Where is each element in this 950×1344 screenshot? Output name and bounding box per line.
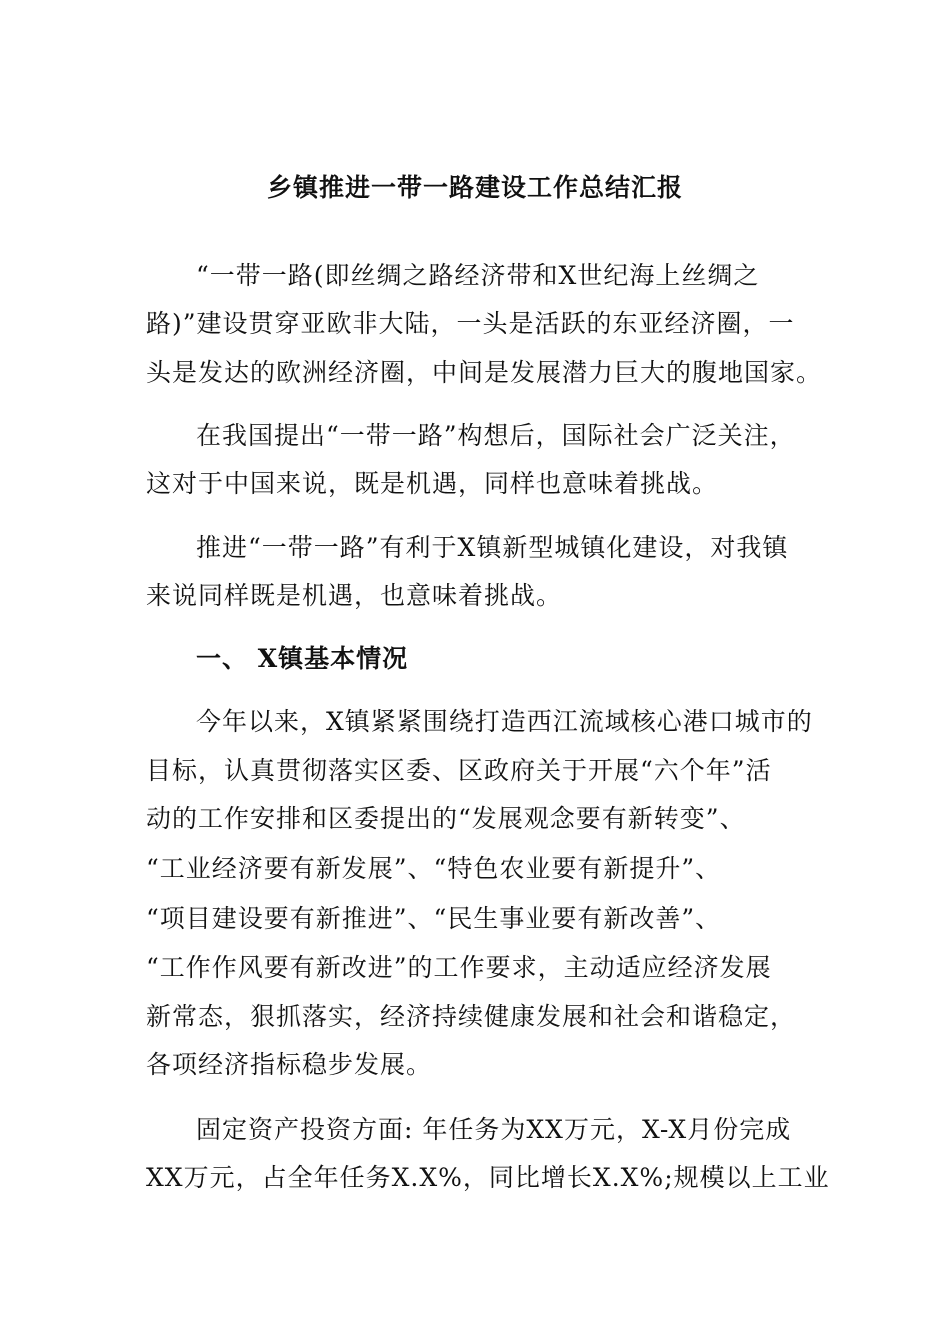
paragraph-line: 各项经济指标稳步发展。 <box>146 1050 433 1079</box>
paragraph-line: 这对于中国来说，既是机遇，同样也意味着挑战。 <box>146 469 719 498</box>
paragraph-line: “项目建设要有新推进”、“民生事业要有新改善”、 <box>146 904 722 933</box>
document-title: 乡镇推进一带一路建设工作总结汇报 <box>266 173 683 202</box>
paragraph-line: 来说同样既是机遇，也意味着挑战。 <box>146 581 563 610</box>
paragraph-line: 今年以来，X镇紧紧围绕打造西江流域核心港口城市的 <box>196 707 813 736</box>
paragraph-line: 目标，认真贯彻落实区委、区政府关于开展“六个年”活 <box>146 756 772 785</box>
paragraph-line: 动的工作安排和区委提出的“发展观念要有新转变”、 <box>146 804 746 833</box>
section-heading: 一、 X镇基本情况 <box>196 644 409 673</box>
paragraph-line: “工作作风要有新改进”的工作要求，主动适应经济发展 <box>146 953 772 982</box>
paragraph-line: 新常态，狠抓落实，经济持续健康发展和社会和谐稳定， <box>146 1002 797 1031</box>
paragraph-line: 在我国提出“一带一路”构想后，国际社会广泛关注， <box>196 421 796 450</box>
paragraph-line: 路)”建设贯穿亚欧非大陆，一头是活跃的东亚经济圈，一 <box>146 309 795 338</box>
paragraph-line: 固定资产投资方面: 年任务为XX万元，X-X月份完成 <box>196 1115 792 1144</box>
paragraph-line: 头是发达的欧洲经济圈，中间是发展潜力巨大的腹地国家。 <box>146 358 823 387</box>
paragraph-line: “工业经济要有新发展”、“特色农业要有新提升”、 <box>146 854 722 883</box>
paragraph-line: XX万元，占全年任务X.X%，同比增长X.X%;规模以上工业 <box>146 1163 830 1192</box>
paragraph-line: “一带一路(即丝绸之路经济带和X世纪海上丝绸之 <box>196 261 760 290</box>
paragraph-line: 推进“一带一路”有利于X镇新型城镇化建设，对我镇 <box>196 533 789 562</box>
